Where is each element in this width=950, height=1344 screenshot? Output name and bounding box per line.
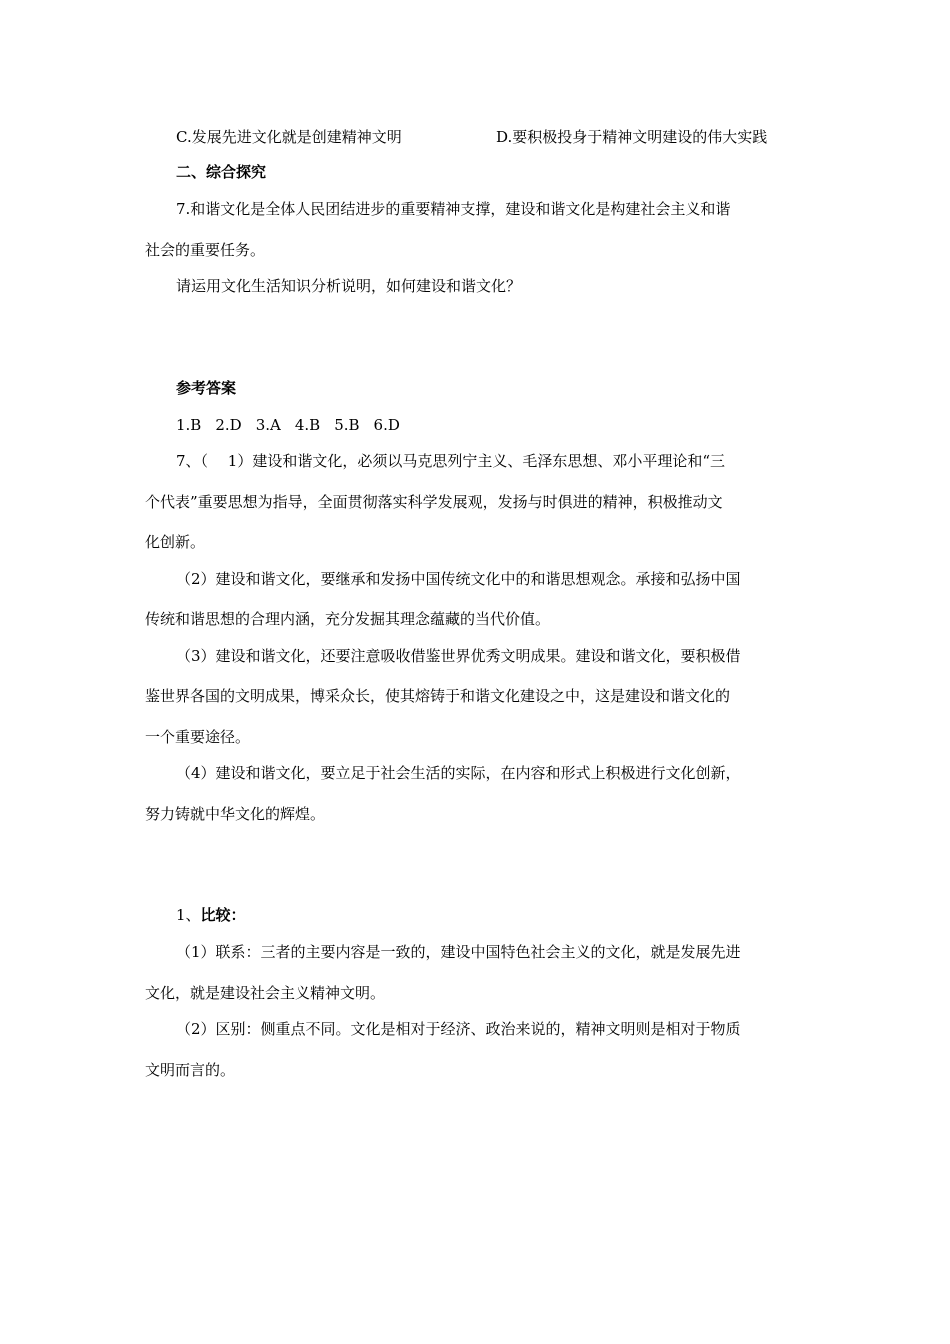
answer-7-p4-line-1: （4）建设和谐文化，要立足于社会生活的实际，在内容和形式上积极进行文化创新， xyxy=(176,764,741,782)
answer-7-p4-line-2: 努力铸就中华文化的辉煌。 xyxy=(145,805,326,823)
answer-7-p1-line-2: 个代表”重要思想为指导，全面贯彻落实科学发展观，发扬与时俱进的精神，积极推动文 xyxy=(145,493,723,511)
answer-1: 1.B xyxy=(176,416,202,434)
answer-7-p2-line-2: 传统和谐思想的合理内涵，充分发掘其理念蕴藏的当代价值。 xyxy=(145,610,551,628)
answer-7-p1-line-3: 化创新。 xyxy=(145,533,206,551)
compare-p2-line-2: 文明而言的。 xyxy=(145,1061,236,1079)
answer-7-p3-line-2: 鉴世界各国的文明成果，博采众长，使其熔铸于和谐文化建设之中，这是建设和谐文化的 xyxy=(145,687,731,705)
answer-7-p2-line-1: （2）建设和谐文化，要继承和发扬中国传统文化中的和谐思想观念。承接和弘扬中国 xyxy=(176,570,741,588)
answer-7-p3-line-1: （3）建设和谐文化，还要注意吸收借鉴世界优秀文明成果。建设和谐文化，要积极借 xyxy=(176,647,741,665)
choice-answers xyxy=(176,415,414,435)
reference-answer-heading: 参考答案 xyxy=(176,379,237,397)
option-d: D.要积极投身于精神文明建设的伟大实践 xyxy=(496,128,768,146)
compare-p1-line-1: （1）联系：三者的主要内容是一致的，建设中国特色社会主义的文化，就是发展先进 xyxy=(176,943,741,961)
compare-heading-number: 1、 xyxy=(176,906,201,924)
answer-3: 3.A xyxy=(255,416,281,434)
answer-7-p1-line-1: 7、（ 1）建设和谐文化，必须以马克思列宁主义、毛泽东思想、邓小平理论和“三 xyxy=(176,452,726,470)
section-heading: 二、综合探究 xyxy=(176,163,267,181)
answer-2: 2.D xyxy=(215,416,242,434)
compare-heading-label: 比较： xyxy=(200,906,246,924)
question-7-line-2: 社会的重要任务。 xyxy=(145,241,266,259)
answer-5: 5.B xyxy=(334,416,360,434)
question-7-line-1: 7.和谐文化是全体人民团结进步的重要精神支撑，建设和谐文化是构建社会主义和谐 xyxy=(176,200,731,218)
compare-p2-line-1: （2）区别：侧重点不同。文化是相对于经济、政治来说的，精神文明则是相对于物质 xyxy=(176,1020,741,1038)
compare-heading xyxy=(176,905,246,925)
compare-p1-line-2: 文化，就是建设社会主义精神文明。 xyxy=(145,984,386,1002)
question-7-prompt: 请运用文化生活知识分析说明，如何建设和谐文化？ xyxy=(176,277,522,295)
option-c: C.发展先进文化就是创建精神文明 xyxy=(176,128,402,146)
answer-7-p3-line-3: 一个重要途径。 xyxy=(145,728,251,746)
answer-6: 6.D xyxy=(373,416,400,434)
answer-4: 4.B xyxy=(294,416,321,434)
